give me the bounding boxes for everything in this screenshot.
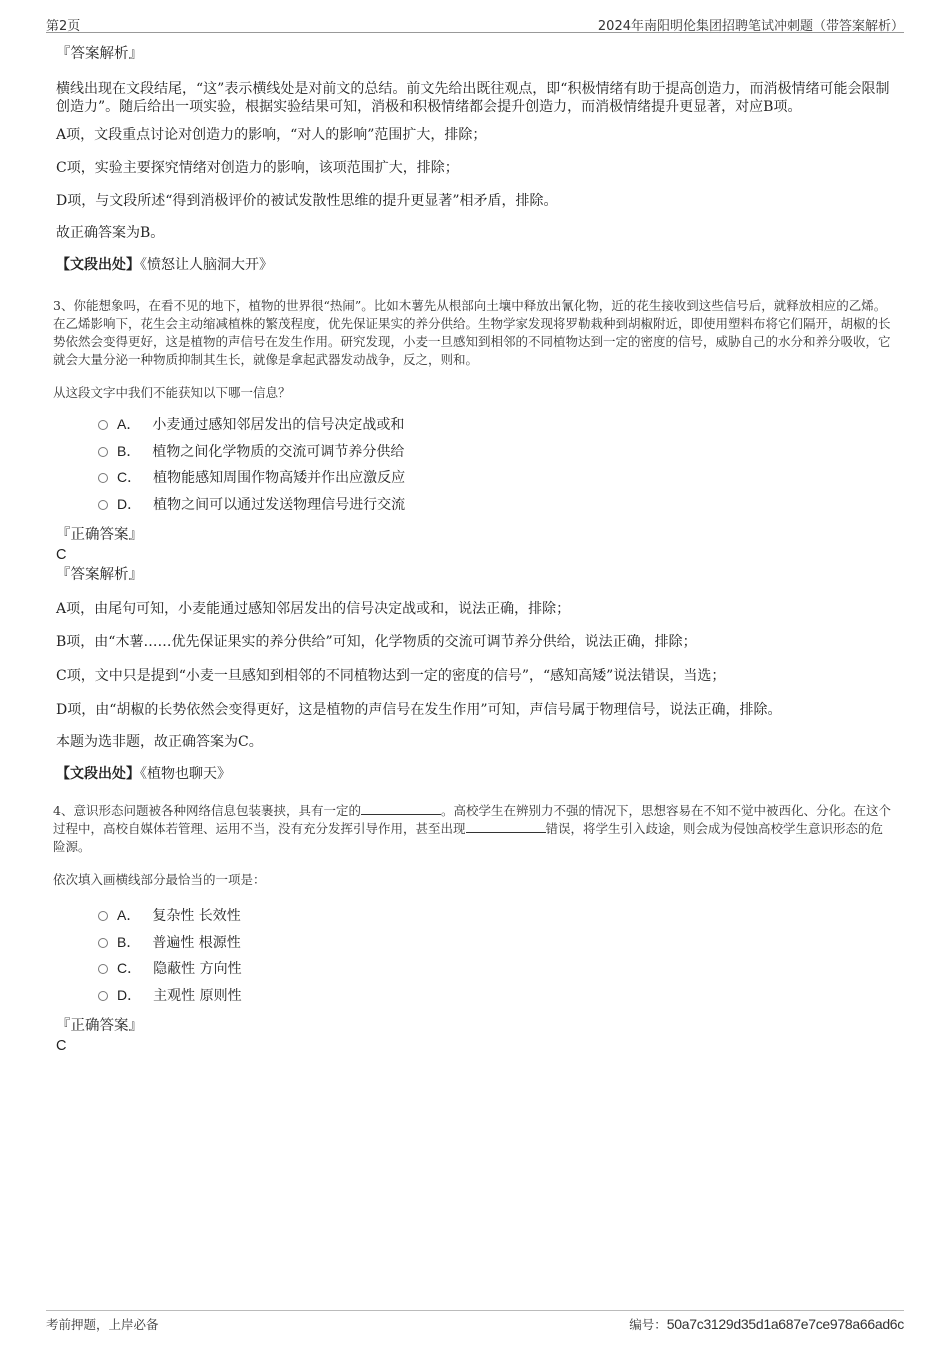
analysis-line: D项，与文段所述“得到消极评价的被试发散性思维的提升更显著”相矛盾，排除。 bbox=[56, 193, 558, 209]
source-title: 《植物也聊天》 bbox=[140, 765, 231, 782]
page-number: 第2页 bbox=[46, 19, 81, 34]
radio-icon[interactable] bbox=[98, 991, 108, 1001]
question-passage: 3、你能想象吗，在看不见的地下，植物的世界很“热闹”。比如木薯先从根部向土壤中释放出氰化物，近的花生接收到这些信号后，就释放相应的乙烯。在乙烯影响下，花生会主动缩减植株的繁茂程度，优先保证果实的养分供给。生物学家发现将罗勒栽种到胡椒附近，即使用塑料布将它们隔开，胡椒的长势依然会变得更好，这是植物的声信号在发生作用。研究发现，小麦一旦感知到相邻的不同植物达到一定的密度的信号，威胁自己的水分和养分吸收，它就会大量分泌一种物质抑制其生长，就像是拿起武器发动战争，反之，则和。 bbox=[53, 298, 891, 367]
option-a[interactable]: A． 复杂性 长效性 bbox=[98, 903, 894, 930]
analysis-label: 『答案解析』 bbox=[56, 566, 143, 583]
analysis-conclusion: 故正确答案为B。 bbox=[56, 225, 165, 241]
option-d[interactable]: D． 主观性 原则性 bbox=[98, 983, 894, 1010]
radio-icon[interactable] bbox=[98, 964, 108, 974]
answer-label: 『正确答案』 bbox=[56, 526, 143, 543]
option-a[interactable]: A． 小麦通过感知邻居发出的信号决定战或和 bbox=[98, 412, 894, 439]
option-list bbox=[98, 412, 894, 519]
q2-analysis-section bbox=[56, 44, 894, 275]
source-label: 【文段出处】 bbox=[56, 257, 140, 273]
radio-icon[interactable] bbox=[98, 447, 108, 457]
document-title: 2024年南阳明伦集团招聘笔试冲刺题（带答案解析） bbox=[597, 19, 904, 34]
analysis-paragraph: 横线出现在文段结尾，“这”表示横线处是对前文的总结。前文先给出既往观点，即“积极情绪有助于提高创造力，而消极情绪可能会限制创造力”。随后给出一项实验，根据实验结果可知，消极和积极情绪都会提升创造力，而消极情绪提升更显著，对应B项。 bbox=[56, 81, 890, 115]
analysis-line: C项，文中只是提到“小麦一旦感知到相邻的不同植物达到一定的密度的信号”，“感知高矮”说法错误，当选； bbox=[56, 667, 726, 684]
source-label: 【文段出处】 bbox=[56, 765, 140, 782]
correct-answer: C bbox=[56, 546, 67, 563]
radio-icon[interactable] bbox=[98, 473, 108, 483]
answer-label: 『正确答案』 bbox=[56, 1017, 143, 1034]
blank-line bbox=[361, 802, 441, 815]
analysis-conclusion: 本题为选非题，故正确答案为C。 bbox=[56, 733, 263, 750]
question-prompt: 从这段文字中我们不能获知以下哪一信息？ bbox=[53, 385, 291, 400]
radio-icon[interactable] bbox=[98, 420, 108, 430]
radio-icon[interactable] bbox=[98, 911, 108, 921]
correct-answer: C bbox=[56, 1037, 67, 1054]
question-3 bbox=[53, 297, 894, 784]
source-line bbox=[56, 764, 894, 784]
source-title: 《愤怒让人脑洞大开》 bbox=[140, 257, 273, 273]
analysis-label: 『答案解析』 bbox=[56, 46, 143, 62]
option-b[interactable]: B． 普遍性 根源性 bbox=[98, 930, 894, 957]
radio-icon[interactable] bbox=[98, 500, 108, 510]
blank-line bbox=[466, 820, 546, 833]
question-prompt: 依次填入画横线部分最恰当的一项是： bbox=[53, 871, 266, 887]
question-4 bbox=[53, 802, 894, 1056]
option-d[interactable]: D． 植物之间可以通过发送物理信号进行交流 bbox=[98, 492, 894, 519]
page-footer bbox=[46, 1310, 904, 1332]
analysis-line: A项，文段重点讨论对创造力的影响，“对人的影响”范围扩大，排除； bbox=[56, 127, 487, 143]
radio-icon[interactable] bbox=[98, 938, 108, 948]
analysis-line: A项，由尾句可知，小麦能通过感知邻居发出的信号决定战或和，说法正确，排除； bbox=[56, 600, 571, 617]
option-c[interactable]: C． 隐蔽性 方向性 bbox=[98, 956, 894, 983]
source-line bbox=[56, 255, 894, 275]
analysis-line: C项，实验主要探究情绪对创造力的影响，该项范围扩大，排除； bbox=[56, 160, 459, 176]
question-passage: 4、意识形态问题被各种网络信息包装裹挟，具有一定的 。高校学生在辨别力不强的情况下，思想容易在不知不觉中被西化、分化。在这个过程中，高校自媒体若管理、运用不当，没有充分发挥引导作用，甚至出现 错误，将学生引入歧途，则会成为侵蚀高校学生意识形态的危险源。 bbox=[53, 802, 891, 854]
analysis-line: B项，由“木薯……优先保证果实的养分供给”可知，化学物质的交流可调节养分供给，说法正确，排除； bbox=[56, 633, 697, 650]
option-c[interactable]: C． 植物能感知周围作物高矮并作出应激反应 bbox=[98, 465, 894, 492]
page-header bbox=[46, 14, 904, 33]
document-code: 编号：50a7c3129d35d1a687e7ce978a66ad6c bbox=[629, 1316, 904, 1332]
analysis-line: D项，由“胡椒的长势依然会变得更好，这是植物的声信号在发生作用”可知，声信号属于物理信号，说法正确，排除。 bbox=[56, 701, 782, 718]
option-list bbox=[98, 903, 894, 1010]
footer-slogan: 考前押题，上岸必备 bbox=[46, 1317, 159, 1332]
option-b[interactable]: B． 植物之间化学物质的交流可调节养分供给 bbox=[98, 439, 894, 466]
document-body bbox=[53, 44, 894, 1056]
